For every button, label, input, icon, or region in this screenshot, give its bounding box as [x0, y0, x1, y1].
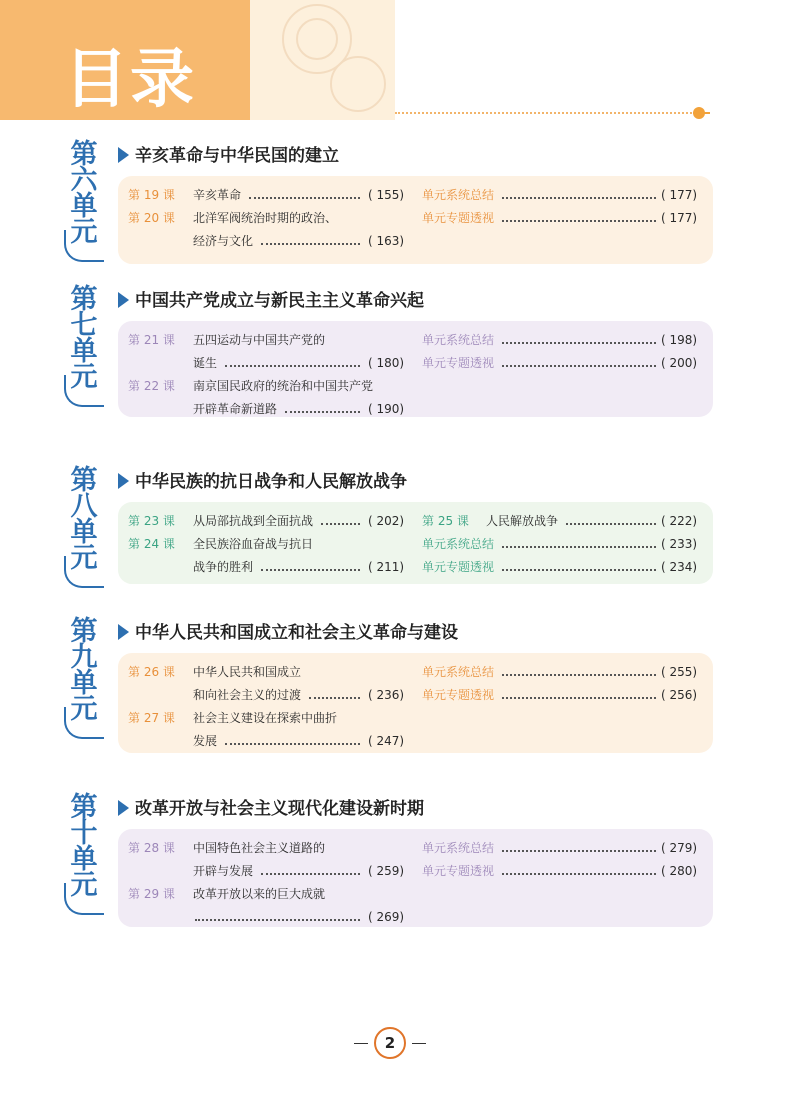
dot-leader — [502, 873, 656, 875]
unit-label-char: 单 — [70, 668, 98, 699]
page-ref: ( 211) — [368, 560, 405, 574]
unit-label-char: 第 — [70, 465, 98, 496]
triangle-icon — [118, 624, 129, 640]
dot-leader — [321, 523, 360, 525]
unit-title-text: 中华人民共和国成立和社会主义革命与建设 — [135, 623, 458, 643]
unit-panel — [118, 653, 713, 753]
unit-bracket — [64, 707, 104, 739]
page-ref: ( 202) — [368, 514, 405, 528]
lesson-number: 第 24 课 — [128, 537, 175, 551]
lesson-title: 社会主义建设在探索中曲折 — [193, 711, 338, 725]
dot-leader — [502, 674, 656, 676]
unit-panel — [118, 321, 713, 417]
header-decoration — [296, 18, 338, 60]
unit-bracket — [64, 375, 104, 407]
lesson-title: 中华人民共和国成立 — [193, 665, 302, 679]
page-ref: ( 177) — [661, 211, 698, 225]
page-ref: ( 236) — [368, 688, 405, 702]
footer-dash-left — [354, 1043, 368, 1044]
unit-label-char: 单 — [70, 191, 98, 222]
dot-leader — [502, 365, 656, 367]
lesson-number: 第 25 课 — [422, 514, 469, 528]
unit-bracket — [64, 556, 104, 588]
header-dot-icon — [693, 107, 705, 119]
lesson-title: 全民族浴血奋战与抗日 — [193, 537, 314, 551]
summary-entry: 单元专题透视 — [422, 211, 495, 225]
lesson-number: 第 23 课 — [128, 514, 175, 528]
lesson-number: 第 29 课 — [128, 887, 175, 901]
summary-entry: 单元系统总结 — [422, 333, 495, 347]
page-number: 2 — [374, 1027, 406, 1059]
dot-leader — [309, 697, 360, 699]
unit-panel — [118, 176, 713, 264]
footer-dash-right — [412, 1043, 426, 1044]
summary-entry: 单元系统总结 — [422, 665, 495, 679]
unit-label-char: 八 — [70, 491, 98, 522]
triangle-icon — [118, 147, 129, 163]
dot-leader — [502, 546, 656, 548]
unit-label-char: 第 — [70, 284, 98, 315]
lesson-number: 第 26 课 — [128, 665, 175, 679]
dot-leader — [261, 569, 360, 571]
unit-label-char: 单 — [70, 844, 98, 875]
lesson-title: 改革开放以来的巨大成就 — [193, 887, 326, 901]
page-title: 目录 — [64, 43, 196, 117]
unit-title — [118, 470, 407, 494]
unit-label-char: 元 — [70, 217, 98, 248]
triangle-icon — [118, 800, 129, 816]
lesson-title: 开辟革命新道路 — [193, 402, 278, 416]
unit-label-char: 十 — [70, 818, 98, 849]
lesson-title: 南京国民政府的统治和中国共产党 — [193, 379, 374, 393]
dot-leader — [225, 743, 360, 745]
summary-entry: 单元专题透视 — [422, 864, 495, 878]
page-ref: ( 163) — [368, 234, 405, 248]
header-dotted-line — [395, 112, 695, 114]
unit-section — [0, 139, 790, 302]
page-ref: ( 190) — [368, 402, 405, 416]
page-ref: ( 255) — [661, 665, 698, 679]
unit-label-char: 第 — [70, 616, 98, 647]
lesson-title: 辛亥革命 — [193, 188, 242, 202]
unit-title-text: 辛亥革命与中华民国的建立 — [135, 146, 339, 166]
unit-label-char: 元 — [70, 694, 98, 725]
summary-entry: 单元专题透视 — [422, 560, 495, 574]
unit-title — [118, 797, 424, 821]
summary-entry: 单元系统总结 — [422, 841, 495, 855]
page-ref: ( 200) — [661, 356, 698, 370]
lesson-title: 北洋军阀统治时期的政治、 — [193, 211, 338, 225]
dot-leader — [502, 569, 656, 571]
page-ref: ( 222) — [661, 514, 698, 528]
page-ref: ( 269) — [368, 910, 405, 924]
unit-label-char: 第 — [70, 139, 98, 170]
unit-label-char: 七 — [70, 310, 98, 341]
dot-leader — [502, 850, 656, 852]
dot-leader — [225, 365, 360, 367]
unit-label-char: 九 — [70, 642, 98, 673]
unit-bracket — [64, 230, 104, 262]
lesson-title: 从局部抗战到全面抗战 — [193, 514, 314, 528]
dot-leader — [261, 873, 360, 875]
page-ref: ( 180) — [368, 356, 405, 370]
lesson-number: 第 22 课 — [128, 379, 175, 393]
summary-entry: 单元专题透视 — [422, 356, 495, 370]
dot-leader — [502, 197, 656, 199]
page-ref: ( 259) — [368, 864, 405, 878]
lesson-number: 第 28 课 — [128, 841, 175, 855]
unit-panel — [118, 502, 713, 584]
unit-section — [0, 284, 790, 447]
page-ref: ( 177) — [661, 188, 698, 202]
unit-title-text: 中国共产党成立与新民主主义革命兴起 — [135, 291, 424, 311]
dot-leader — [502, 697, 656, 699]
unit-label-char: 元 — [70, 362, 98, 393]
unit-title — [118, 144, 339, 168]
lesson-title: 战争的胜利 — [193, 560, 254, 574]
lesson-title: 开辟与发展 — [193, 864, 254, 878]
unit-label-char: 第 — [70, 792, 98, 823]
lesson-title: 中国特色社会主义道路的 — [193, 841, 326, 855]
lesson-number: 第 27 课 — [128, 711, 175, 725]
unit-panel — [118, 829, 713, 927]
page-ref: ( 279) — [661, 841, 698, 855]
unit-title-text: 中华民族的抗日战争和人民解放战争 — [135, 472, 407, 492]
page-ref: ( 280) — [661, 864, 698, 878]
triangle-icon — [118, 473, 129, 489]
lesson-number: 第 21 课 — [128, 333, 175, 347]
unit-label-char: 元 — [70, 543, 98, 574]
dot-leader — [249, 197, 360, 199]
lesson-number: 第 20 课 — [128, 211, 175, 225]
triangle-icon — [118, 292, 129, 308]
dot-leader — [566, 523, 656, 525]
unit-label-char: 元 — [70, 870, 98, 901]
unit-bracket — [64, 883, 104, 915]
lesson-title: 诞生 — [193, 356, 218, 370]
unit-section — [0, 465, 790, 628]
lesson-title: 五四运动与中国共产党的 — [193, 333, 326, 347]
unit-title — [118, 621, 458, 645]
page-ref: ( 247) — [368, 734, 405, 748]
unit-label-char: 六 — [70, 165, 98, 196]
lesson-number: 第 19 课 — [128, 188, 175, 202]
summary-entry: 单元专题透视 — [422, 688, 495, 702]
lesson-title: 经济与文化 — [193, 234, 254, 248]
unit-section — [0, 616, 790, 779]
page-ref: ( 198) — [661, 333, 698, 347]
lesson-title: 人民解放战争 — [486, 514, 559, 528]
dot-leader — [195, 919, 360, 921]
dot-leader — [502, 342, 656, 344]
page-ref: ( 256) — [661, 688, 698, 702]
dot-leader — [502, 220, 656, 222]
page-ref: ( 155) — [368, 188, 405, 202]
dot-leader — [261, 243, 360, 245]
dot-leader — [285, 411, 360, 413]
unit-label-char: 单 — [70, 517, 98, 548]
summary-entry: 单元系统总结 — [422, 537, 495, 551]
header-decoration — [330, 56, 386, 112]
page-ref: ( 233) — [661, 537, 698, 551]
lesson-title: 和向社会主义的过渡 — [193, 688, 302, 702]
unit-title-text: 改革开放与社会主义现代化建设新时期 — [135, 799, 424, 819]
summary-entry: 单元系统总结 — [422, 188, 495, 202]
unit-title — [118, 289, 424, 313]
lesson-title: 发展 — [193, 734, 218, 748]
unit-label-char: 单 — [70, 336, 98, 367]
unit-section — [0, 792, 790, 955]
page-ref: ( 234) — [661, 560, 698, 574]
